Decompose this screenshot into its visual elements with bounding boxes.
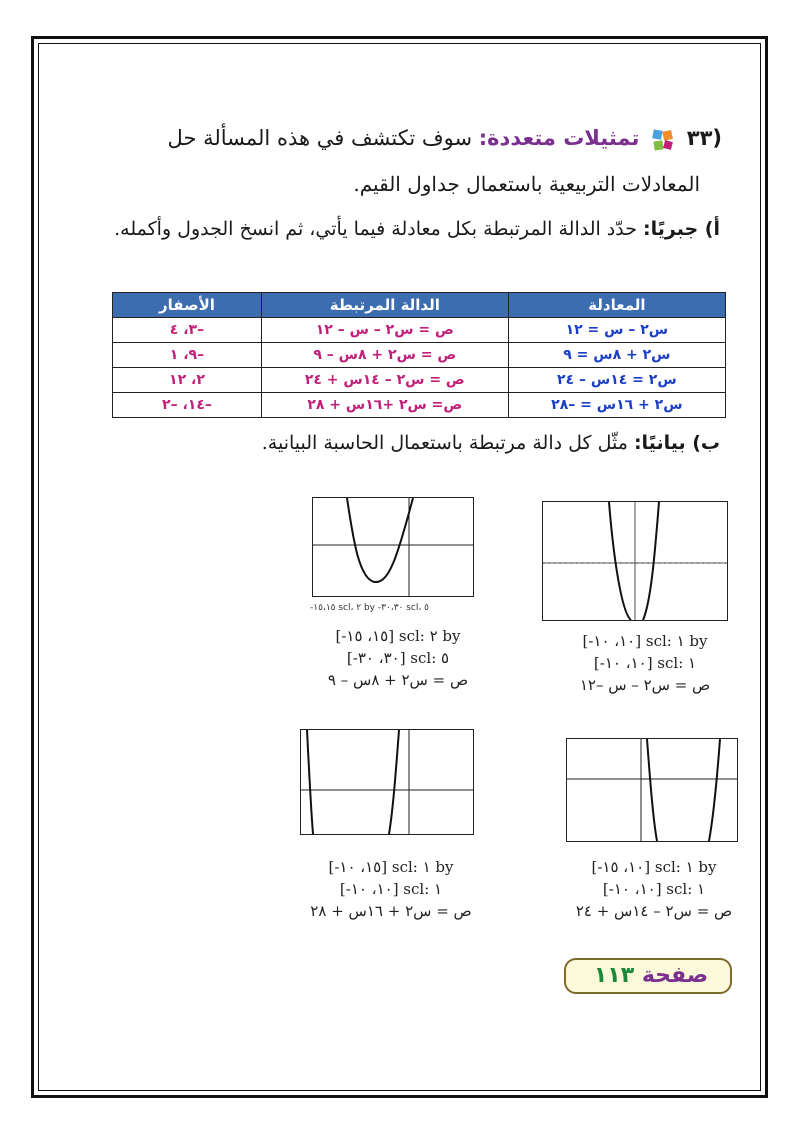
table-row — [113, 318, 726, 343]
calculator-graph-4 — [300, 729, 474, 835]
calculator-graph-1 — [542, 501, 728, 621]
graph-1-caption — [555, 630, 735, 696]
table-row — [113, 368, 726, 393]
page-label: صفحة — [641, 963, 709, 988]
graph-3-caption — [568, 856, 740, 922]
graph-3-window-x: [-١٠، ١٥] scl: ١ by — [591, 858, 717, 876]
zeros-cell: ٢، ١٢ — [113, 368, 262, 393]
function-cell: ص = س٢ – س – ١٢ — [261, 318, 508, 343]
part-b-label: ب) بيانيًا: — [633, 432, 720, 454]
graph-1-window-y: [-١٠، ١٠] scl: ١ — [593, 654, 697, 672]
graph-1-function: ص = س٢ – س –١٢ — [579, 676, 711, 694]
graph-4-function: ص = س٢ + ١٦س + ٢٨ — [310, 902, 472, 920]
table-row — [113, 393, 726, 418]
graph-2-axis-note: -١٥،١٥ scl، ٢ by -٣٠،٣٠ scl، ٥ — [310, 603, 429, 613]
part-b-text: مثّل كل دالة مرتبطة باستعمال الحاسبة البيانية. — [261, 432, 628, 454]
part-a-text: حدّد الدالة المرتبطة بكل معادلة فيما يأتي، ثم انسخ الجدول وأكمله. — [114, 218, 637, 240]
question-number: (٣٣ — [686, 126, 722, 150]
question-header — [72, 126, 722, 151]
calculator-graph-2 — [312, 497, 474, 597]
zeros-cell: –٣، ٤ — [113, 318, 262, 343]
zeros-cell: –٩، ١ — [113, 343, 262, 368]
header-equation: المعادلة — [508, 293, 725, 318]
table-row — [113, 343, 726, 368]
graph-1-window-x: [-١٠، ١٠] scl: ١ by — [582, 632, 708, 650]
graph-4-caption — [302, 856, 480, 922]
equations-table — [112, 292, 726, 418]
graph-4-window-y: [-١٠، ١٠] scl: ١ — [339, 880, 443, 898]
graph-3-function: ص = س٢ – ١٤س + ٢٤ — [575, 902, 733, 920]
table-header-row — [113, 293, 726, 318]
function-cell: ص = س٢ + ٨س – ٩ — [261, 343, 508, 368]
page-number-badge — [564, 958, 732, 994]
part-a-label: أ) جبريًا: — [643, 218, 720, 240]
zeros-cell: –١٤، –٢ — [113, 393, 262, 418]
equation-cell: س٢ + ٨س = ٩ — [508, 343, 725, 368]
function-cell: ص = س٢ – ١٤س + ٢٤ — [261, 368, 508, 393]
graph-4-window-x: [-١٥، ١٠] scl: ١ by — [328, 858, 454, 876]
question-text-line1: سوف تكتشف في هذه المسألة حل — [167, 126, 473, 150]
multiple-representations-icon — [652, 129, 674, 151]
graph-2-function: ص = س٢ + ٨س – ٩ — [327, 671, 469, 689]
equation-cell: س٢ + ١٦س = –٢٨ — [508, 393, 725, 418]
graph-2-caption — [298, 625, 498, 691]
header-function: الدالة المرتبطة — [261, 293, 508, 318]
equation-cell: س٢ – س = ١٢ — [508, 318, 725, 343]
part-a — [40, 218, 720, 240]
equation-cell: س٢ = ١٤س – ٢٤ — [508, 368, 725, 393]
graph-2-window-y: [-٣٠، ٣٠] scl: ٥ — [346, 649, 450, 667]
question-title: تمثيلات متعددة: — [478, 126, 640, 150]
function-cell: ص= س٢ +١٦س + ٢٨ — [261, 393, 508, 418]
graph-3-window-y: [-١٠، ١٠] scl: ١ — [602, 880, 706, 898]
header-zeros: الأصفار — [113, 293, 262, 318]
graph-2-window-x: [-١٥، ١٥] scl: ٢ by — [335, 627, 461, 645]
question-text-line2: المعادلات التربيعية باستعمال جداول القيم. — [353, 172, 700, 196]
calculator-graph-3 — [566, 738, 738, 842]
part-b — [60, 432, 720, 454]
page-number: ١١٣ — [593, 963, 635, 988]
